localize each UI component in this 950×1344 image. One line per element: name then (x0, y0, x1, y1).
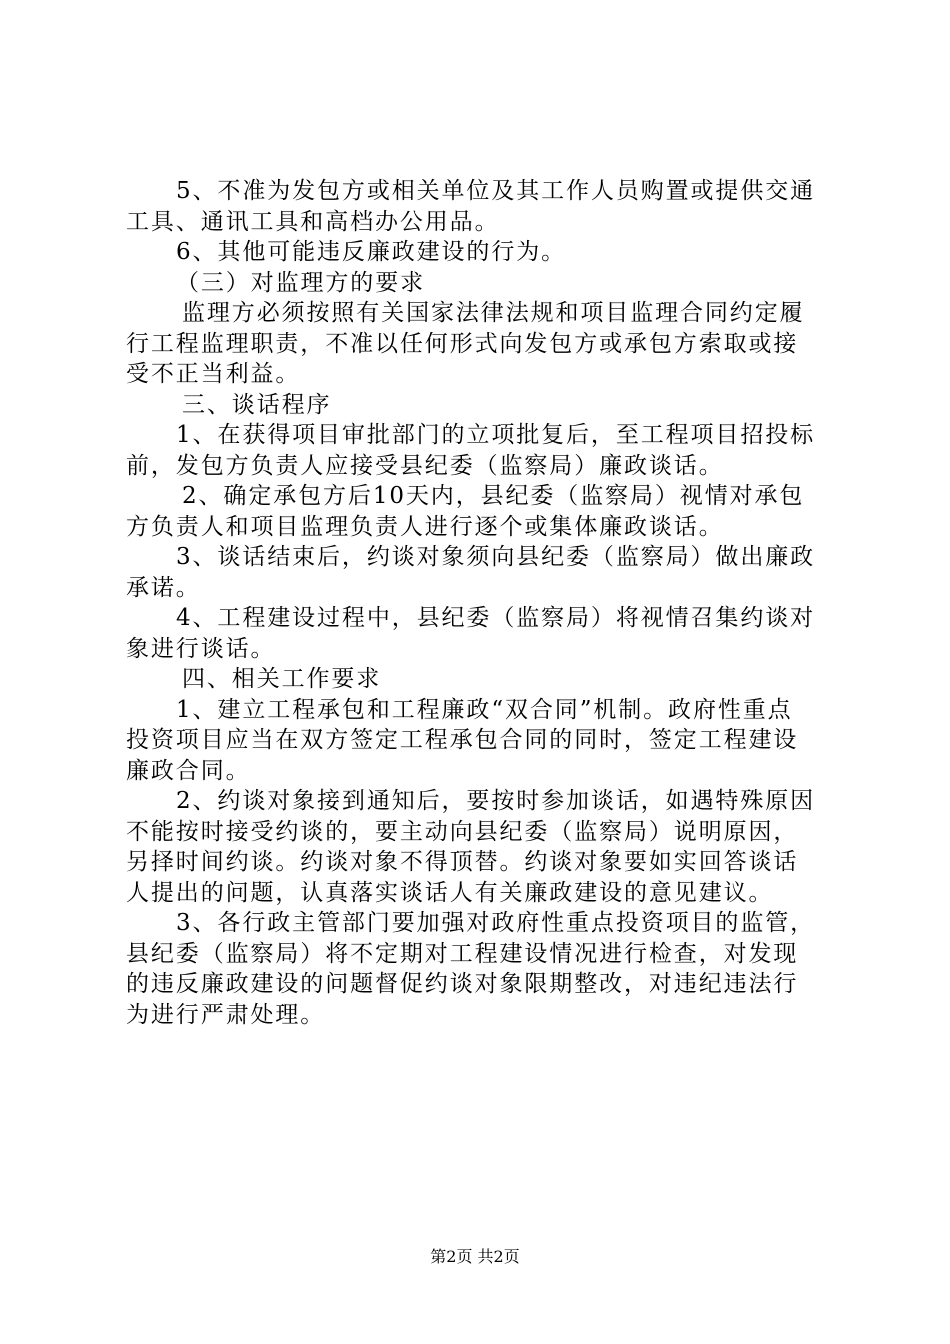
page-number-footer: 第2页 共2页 (430, 1247, 520, 1266)
paragraph-line: 另择时间约谈。约谈对象不得顶替。约谈对象要如实回答谈话 (126, 849, 799, 875)
paragraph-line: 县纪委（监察局）将不定期对工程建设情况进行检查，对发现 (126, 940, 799, 967)
paragraph-line: 监理方必须按照有关国家法律法规和项目监理合同约定履 (182, 300, 805, 326)
paragraph-line: 3、谈话结束后，约谈对象须向县纪委（监察局）做出廉政 (176, 544, 816, 570)
paragraph-line: 2、确定承包方后10天内，县纪委（监察局）视情对承包 (182, 483, 805, 509)
paragraph-line: 的违反廉政建设的问题督促约谈对象限期整改，对违纪违法行 (126, 971, 799, 997)
paragraph-line: 1、在获得项目审批部门的立项批复后，至工程项目招投标 (176, 422, 816, 448)
paragraph-line: 为进行严肃处理。 (126, 1001, 326, 1028)
paragraph-line: 廉政合同。 (126, 757, 251, 784)
paragraph-line: 方负责人和项目监理负责人进行逐个或集体廉政谈话。 (126, 513, 724, 540)
paragraph-line: 投资项目应当在双方签定工程承包合同的同时，签定工程建设 (126, 727, 799, 753)
paragraph-line: 承诺。 (126, 574, 201, 601)
paragraph-line: 象进行谈话。 (126, 635, 276, 662)
paragraph-line: 6、其他可能违反廉政建设的行为。 (176, 239, 567, 265)
paragraph-line: 行工程监理职责，不准以任何形式向发包方或承包方索取或接 (126, 330, 799, 357)
document-body (126, 176, 832, 1030)
paragraph-line: 不能按时接受约谈的，要主动向县纪委（监察局）说明原因， (126, 818, 799, 845)
paragraph-line: 2、约谈对象接到通知后，要按时参加谈话，如遇特殊原因 (176, 788, 816, 814)
paragraph-line: 5、不准为发包方或相关单位及其工作人员购置或提供交通 (176, 178, 816, 204)
paragraph-line: 受不正当利益。 (126, 361, 301, 387)
section-heading: 三、谈话程序 (182, 391, 332, 418)
paragraph-line: 1、建立工程承包和工程廉政“双合同”机制。政府性重点 (176, 696, 793, 723)
paragraph-line: 4、工程建设过程中，县纪委（监察局）将视情召集约谈对 (176, 605, 816, 631)
section-heading: 四、相关工作要求 (182, 666, 382, 692)
paragraph-line: 3、各行政主管部门要加强对政府性重点投资项目的监管， (176, 910, 816, 936)
paragraph-line: 工具、通讯工具和高档办公用品。 (126, 208, 500, 235)
section-heading: （三）对监理方的要求 (176, 269, 425, 296)
paragraph-line: 前，发包方负责人应接受县纪委（监察局）廉政谈话。 (126, 452, 724, 479)
paragraph-line: 人提出的问题，认真落实谈话人有关廉政建设的意见建议。 (126, 879, 774, 906)
